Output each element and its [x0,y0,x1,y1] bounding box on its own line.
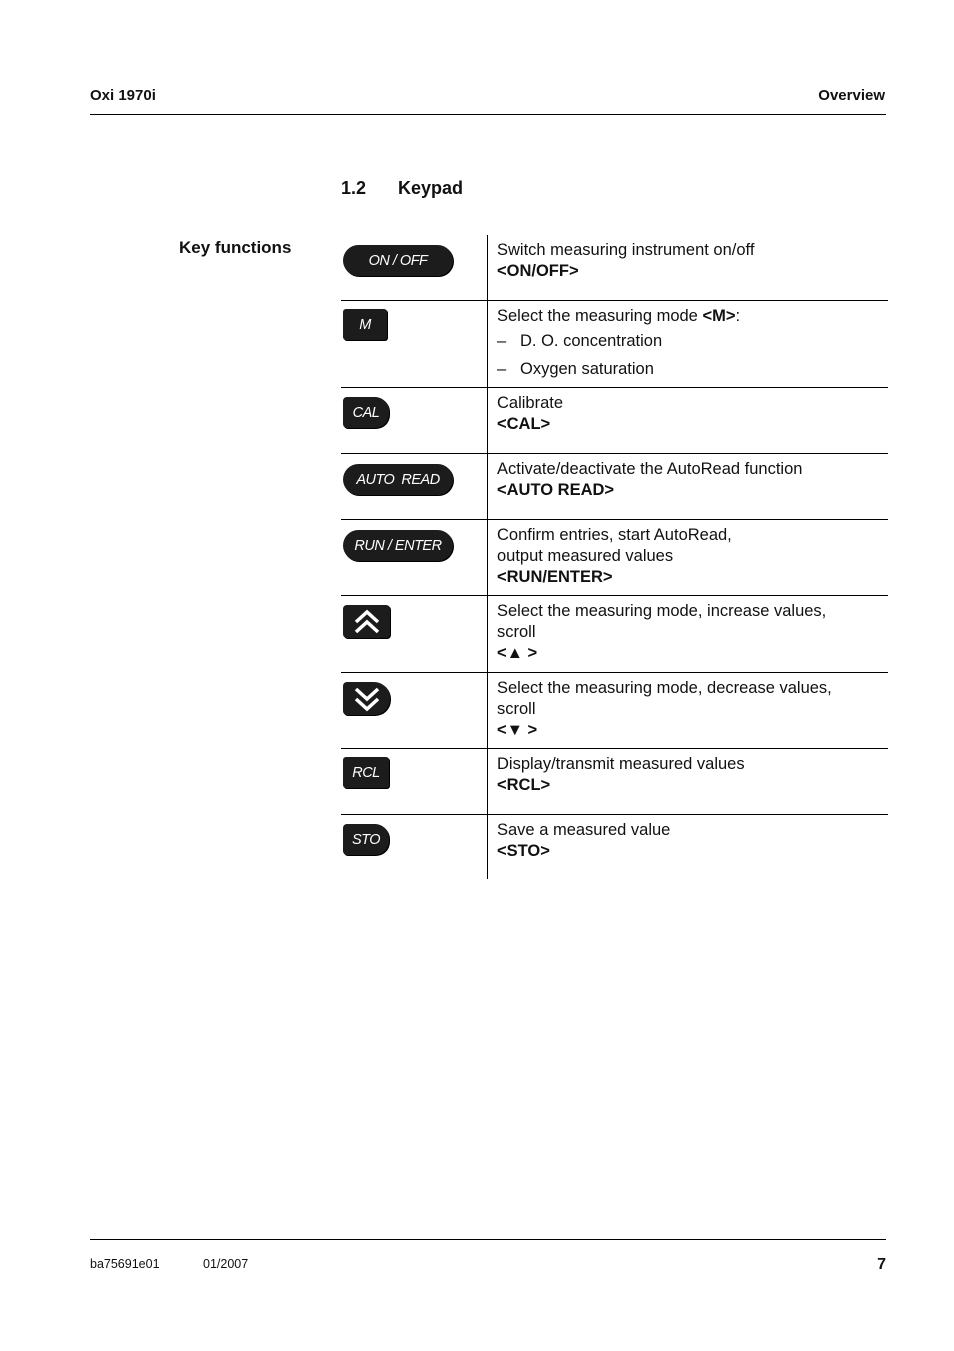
double-chevron-up-icon [352,609,382,635]
on-off-key: ON / OFF [343,245,453,276]
table-row [341,235,888,300]
row-description: Select the measuring mode, decrease values, [497,679,832,697]
key-code: <ON/OFF> [497,262,579,280]
m-key: M [343,309,387,340]
list-item: – Oxygen saturation [497,360,654,378]
footer-doc-id: ba75691e01 [90,1257,160,1271]
table-row [341,453,888,519]
table-row [341,519,888,595]
row-description: Switch measuring instrument on/off [497,241,755,259]
row-description: Select the measuring mode, increase values, [497,602,827,620]
header-title: Oxi 1970i [90,87,156,104]
footer-date: 01/2007 [203,1257,249,1271]
footer-rule [90,1239,886,1240]
row-description: scroll [497,700,536,718]
key-code: <CAL> [497,415,551,433]
rcl-key: RCL [343,757,389,788]
up-key [343,605,390,638]
row-description: Activate/deactivate the AutoRead function [497,460,803,478]
key-code: <AUTO READ> [497,481,615,499]
row-description: Select the measuring mode <M>: [497,307,741,325]
sto-key: STO [343,824,389,855]
key-code: <STO> [497,842,550,860]
side-label: Key functions [179,238,292,257]
row-description: Calibrate [497,394,564,412]
row-description: Confirm entries, start AutoRead, [497,526,732,544]
row-description: output measured values [497,547,674,565]
double-chevron-down-icon [352,686,382,712]
section-title: Keypad [398,178,464,198]
key-code: <RUN/ENTER> [497,568,613,586]
table-row [341,300,888,387]
key-code: <▼ > [497,721,538,739]
key-code: <▲ > [497,644,538,662]
row-description: scroll [497,623,536,641]
section-number: 1.2 [341,178,367,198]
key-functions-table [341,235,888,879]
key-code: <RCL> [497,776,551,794]
auto-read-key: AUTO READ [343,464,453,495]
table-row [341,595,888,672]
down-key [343,682,390,715]
cal-key: CAL [343,397,389,428]
table-row [341,814,888,879]
header-rule [90,114,886,115]
row-description: Save a measured value [497,821,671,839]
page-number: 7 [877,1256,886,1273]
table-row [341,672,888,748]
list-item: – D. O. concentration [497,332,663,350]
table-row [341,387,888,453]
header-section: Overview [818,87,885,104]
run-enter-key: RUN / ENTER [343,530,453,561]
row-description: Display/transmit measured values [497,755,745,773]
table-row [341,748,888,814]
